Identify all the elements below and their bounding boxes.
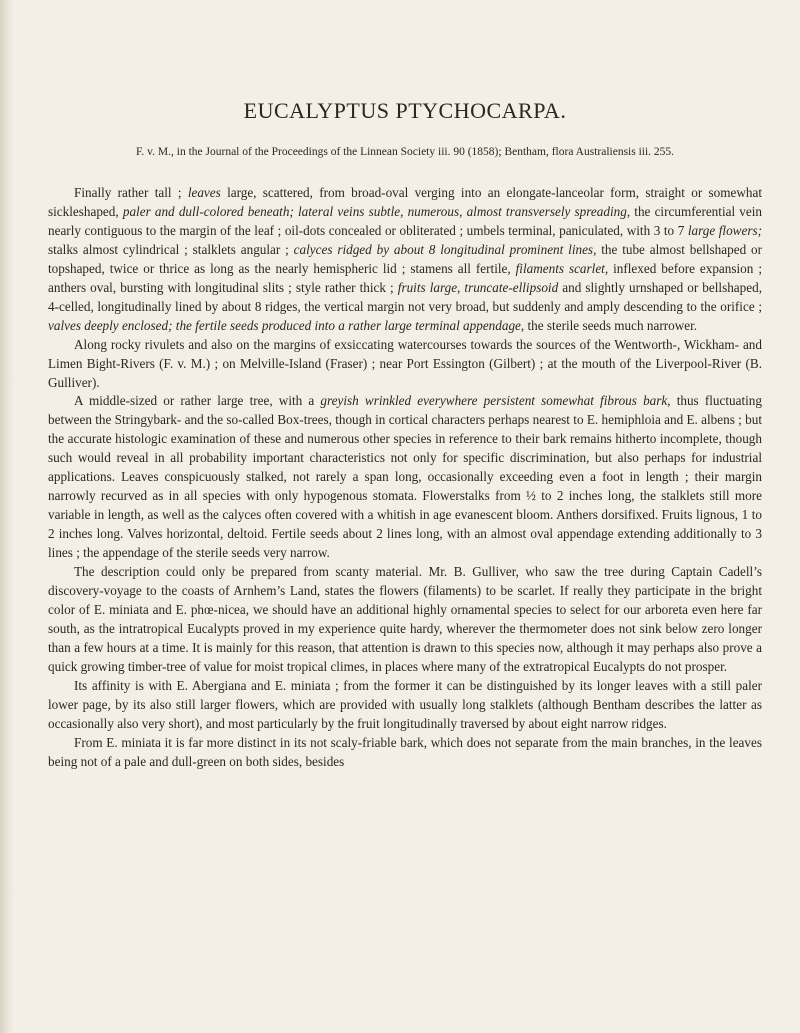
italic-text: fruits large, truncate-ellipsoid [397, 279, 559, 295]
italic-text: greyish wrinkled everywhere persistent somewhat fibrous bark, [320, 393, 671, 409]
paragraph-4 [48, 563, 762, 677]
text-run: the tube almost bellshaped or topshaped, twice or thrice as long as the nearly hemispheric lid ; stamens all fertile, [48, 241, 763, 276]
paragraph-1 [48, 184, 762, 336]
text-run: thus fluctuating between the Stringybark- and the so-called Box-trees, though in cortical characters perhaps nearest to E. hemiphloia and E. albens ; but the accurate histologic examination of these and numerous other species in reference to their bark remains hitherto incomplete, though such would reveal in all probability important characteristics not only for specific discrimination, but also perhaps for industrial applications. Leaves conspicuously stalked, not rarely a span long, occasionally exceeding even a foot in length ; their margin narrowly recurved as in all species with only hypogenous stomata. Flowerstalks from ½ to 2 inches long, the stalklets still more variable in length, as well as the calyces often covered with a whitish in age evanescent bloom. Anthers dorsifixed. Fruits lignous, 1 to 2 inches long. Valves horizontal, deltoid. Fertile seeds about 2 lines long, with an almost oval appendage extending additionally to 3 lines ; the appendage of the sterile seeds very narrow. [48, 393, 762, 561]
text-run: Finally rather tall ; [74, 185, 188, 200]
italic-text: valves deeply enclosed; the fertile seeds produced into a rather large terminal appendage, [48, 317, 525, 333]
page-title: EUCALYPTUS PTYCHOCARPA. [243, 98, 567, 123]
page-edge-shadow [0, 0, 14, 1033]
text-run: From E. miniata it is far more distinct in its not scaly-friable bark, which does not separate from the main branches, in the leaves being not of a pale and dull-green on both sides, besides [48, 734, 762, 769]
body-text [48, 184, 762, 772]
text-run: stalks almost cylindrical ; stalklets angular ; [48, 241, 294, 257]
italic-text: leaves [187, 185, 221, 200]
paragraph-2 [48, 336, 762, 393]
text-run: the circumferential vein nearly contiguous to the margin of the leaf ; oil-dots concealed or obliterated ; umbels terminal, paniculated, with 3 to 7 [48, 203, 763, 238]
paragraph-5 [48, 677, 762, 734]
italic-text: large flowers; [687, 222, 762, 238]
paragraph-3 [48, 392, 762, 563]
italic-text: filaments scarlet, [515, 260, 609, 276]
citation: F. v. M., in the Journal of the Proceedings of the Linnean Society iii. 90 (1858); Bentham, flora Australiensis iii. 255. [135, 146, 675, 158]
text-run: Along rocky rivulets and also on the margins of exsiccating watercourses towards the sources of the Wentworth-, Wickham- and Limen Bight-Rivers (F. v. M.) ; on Melville-Island (Fraser) ; near Port Essington (Gilbert) ; at the mouth of the Liverpool-River (B. Gulliver). [48, 336, 762, 390]
text-run: inflexed before expansion ; anthers oval, bursting with longitudinal slits ; style rather thick ; [48, 260, 762, 295]
italic-text: paler and dull-colored beneath; lateral veins subtle, numerous, almost transversely spreading, [122, 203, 631, 219]
text-run: the sterile seeds much narrower. [524, 317, 698, 333]
text-run: large, scattered, from broad-oval verging into an elongate-lanceolar form, straight or somewhat sickleshaped, [48, 185, 762, 219]
paragraph-6 [48, 734, 762, 772]
text-run: and slightly urnshaped or bellshaped, 4-celled, longitudinally lined by about 8 ridges, the vertical margin not very broad, but suddenly and amply descending to the orifice ; [48, 279, 762, 314]
text-run: The description could only be prepared from scanty material. Mr. B. Gulliver, who saw the tree during Captain Cadell’s discovery-voyage to the coasts of Arnhem’s Land, states the flowers (filaments) to be scarlet. If really they participate in the bright color of E. miniata and E. phœ-nicea, we should have an additional highly ornamental species to select for our arboreta even here far south, as the intratropical Eucalypts proved in my experience quite hardy, wherever the thermometer does not sink below zero longer than a few hours at a time. It is mainly for this reason, that attention is drawn to this species now, although it may perhaps also prove a quick growing timber-tree of value for moist tropical climes, in places where many of the extratropical Eucalypts do not prosper. [48, 564, 762, 674]
italic-text: calyces ridged by about 8 longitudinal prominent lines, [293, 241, 597, 257]
text-run: Its affinity is with E. Abergiana and E. miniata ; from the former it can be distinguished by its longer leaves with a still paler lower page, by its also still larger flowers, which are provided with usually long stalklets (although Bentham describes the latter as occasionally also very short), and most particularly by the fruit longitudinally traversed by about eight narrow ridges. [48, 677, 762, 731]
text-run: A middle-sized or rather large tree, with a [74, 393, 321, 409]
